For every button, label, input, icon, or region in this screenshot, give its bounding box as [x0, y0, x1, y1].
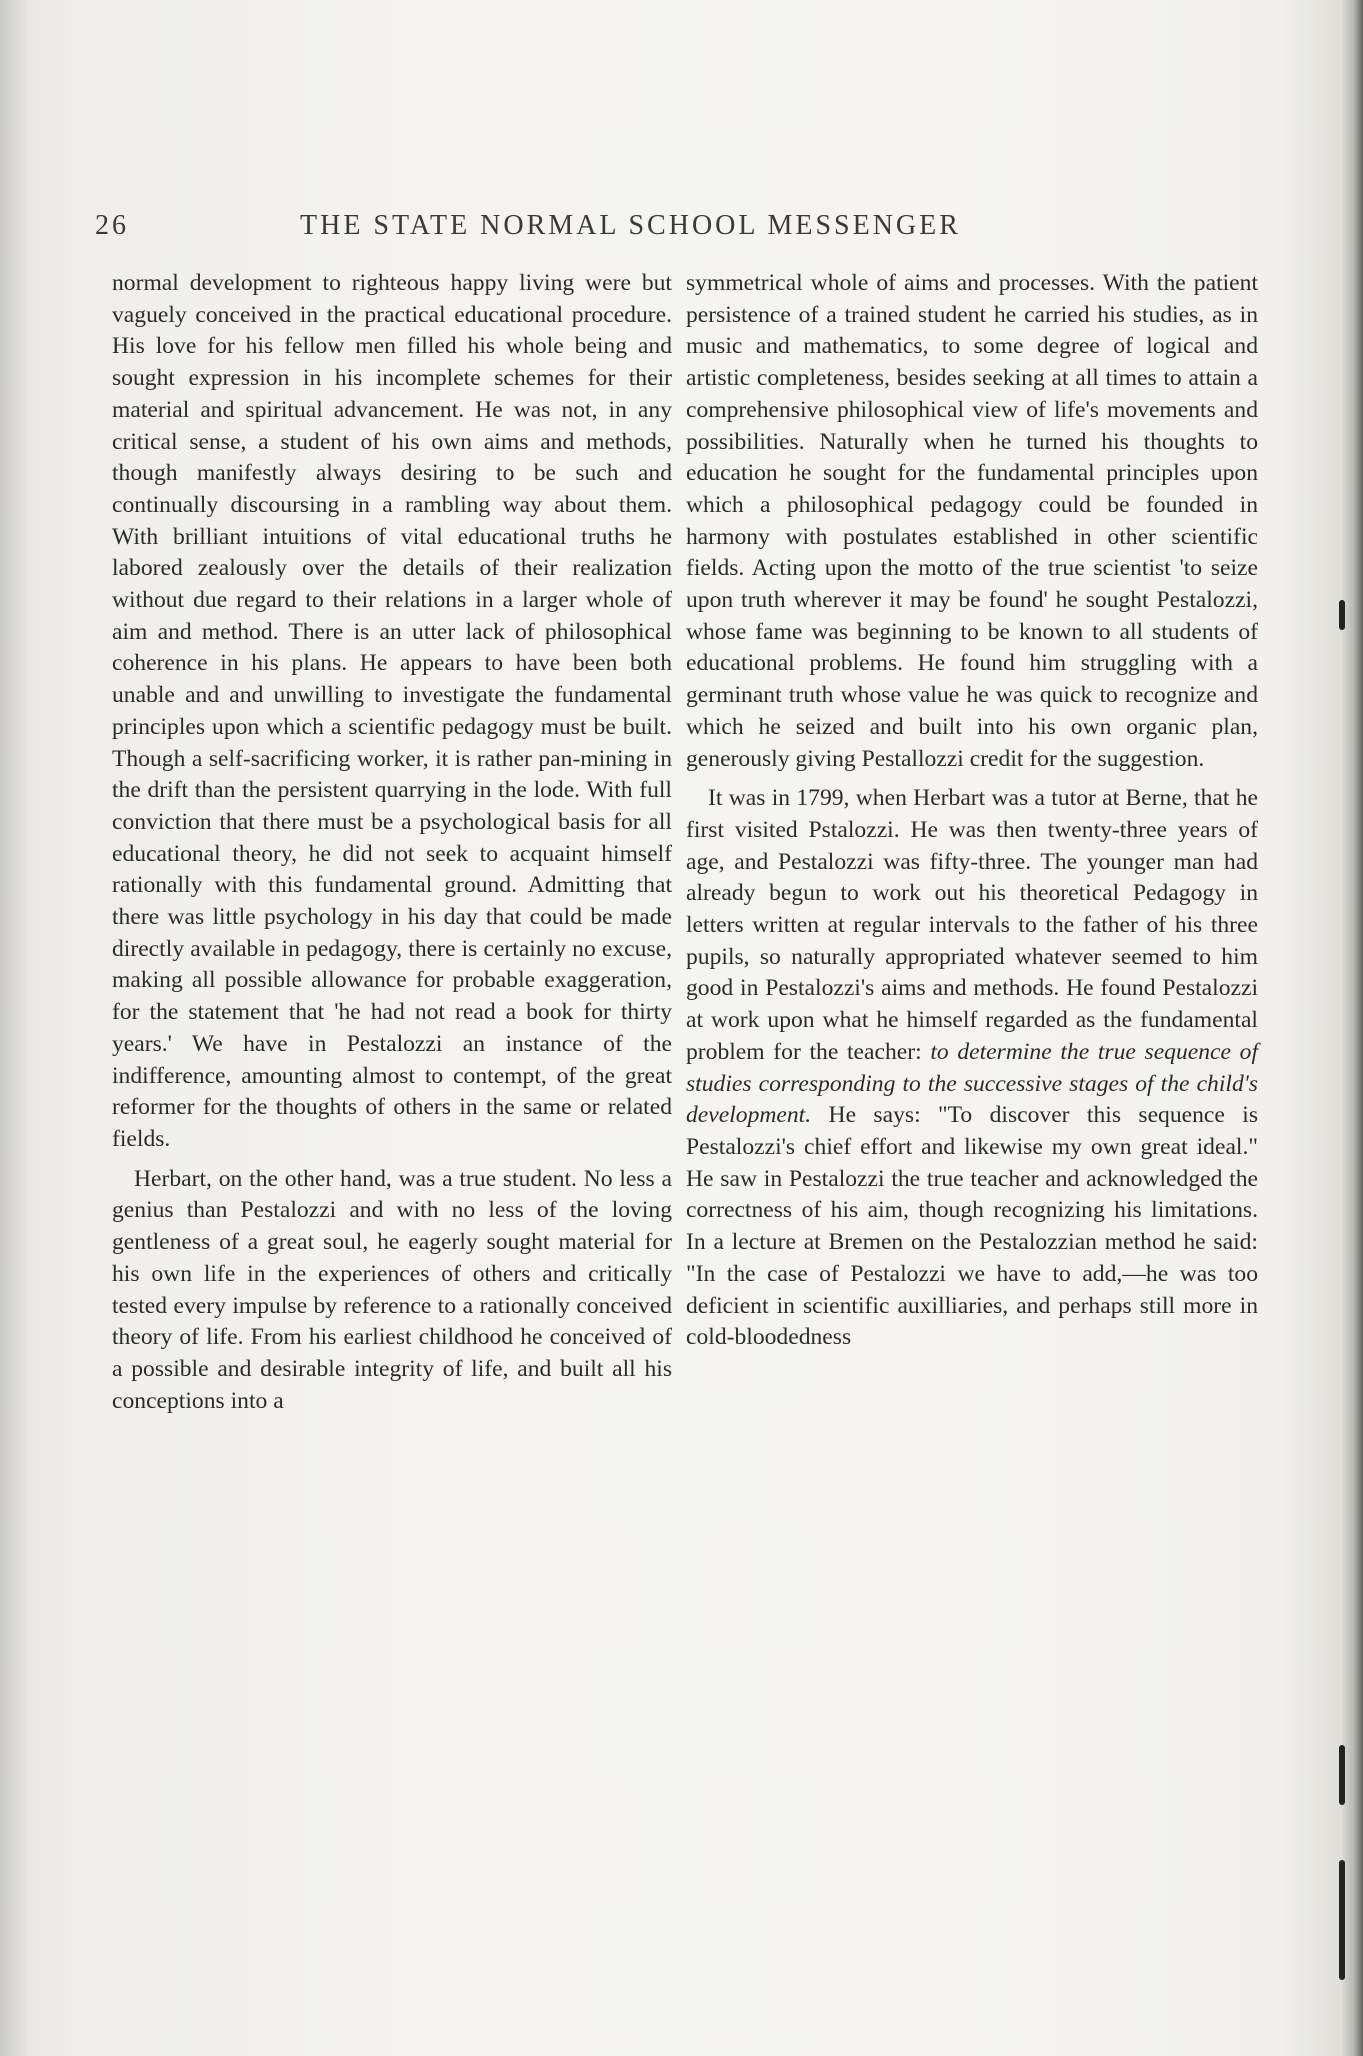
right-column — [686, 268, 1258, 1354]
right-paragraph-1: symmetrical whole of aims and processes. With the patient persistence of a trained student he carried his studies, as in music and mathematics, to some degree of logical and artistic completeness, besides seeking at all times to attain a comprehensive philosophical view of life's movements and possibilities. Naturally when he turned his thoughts to education he sought for the fundamental principles upon which a philosophical pedagogy could be founded in harmony with postulates established in other scientific fields. Acting upon the motto of the true scientist 'to seize upon truth wherever it may be found' he sought Pestalozzi, whose fame was beginning to be known to all students of educational problems. He found him struggling with a germinant truth whose value he was quick to recognize and which he seized and built into his own organic plan, generously giving Pestallozzi credit for the suggestion. — [686, 270, 1258, 772]
left-paragraph-1: normal development to righteous happy living were but vaguely conceived in the practical educational procedure. His love for his fellow men filled his whole being and sought expression in his incomplete schemes for their material and spiritual advancement. He was not, in any critical sense, a student of his own aims and methods, though manifestly always desiring to be such and continually discoursing in a rambling way about them. With brilliant intuitions of vital educational truths he labored zealously over the details of their realization without due regard to their relations in a larger whole of aim and method. There is an utter lack of philosophical coherence in his plans. He appears to have been both unable and and unwilling to investigate the fundamental principles upon which a scientific pedagogy must be built. Though a self-sacrificing worker, it is rather pan-mining in the drift than the persistent quarrying in the lode. With full conviction that there must be a psychological basis for all educational theory, he did not seek to acquaint himself rationally with this fundamental ground. Admitting that there was little psychology in his day that could be made directly available in pedagogy, there is certainly no excuse, making all possible allowance for probable exaggeration, for the statement that 'he had not read a book for thirty years.' We have in Pestalozzi an instance of the indifference, amounting almost to contempt, of the great reformer for the thoughts of others in the same or related fields. — [112, 270, 672, 1152]
scan-mark — [1339, 600, 1345, 630]
scan-mark — [1339, 1745, 1345, 1805]
right-paragraph-2-text: It was in 1799, when Herbart was a tutor at Berne, that he first visited Pstalozzi. He was then twenty-three years of age, and Pestalozzi was fifty-three. The younger man had already begun to work out his theoretical Pedagogy in letters written at regular intervals to the father of his three pupils, so naturally appropriated whatever seemed to him good in Pestalozzi's aims and methods. He found Pestalozzi at work upon what he himself regarded as the fundamental problem for the teacher: — [686, 785, 1258, 1065]
right-paragraph-2-italic: to determine the true sequence of studies corresponding to the successive stages of the child's development. — [686, 1038, 1259, 1129]
page-number: 26 — [95, 210, 129, 241]
right-paragraph-2-continued: He says: "To discover this sequence is Pestalozzi's chief effort and likewise my own great ideal." He saw in Pestalozzi the true teacher and acknowledged the correctness of his aim, though recognizing his limitations. In a lecture at Bremen on the Pestalozzian method he said: "In the case of Pestalozzi we have to add,—he was too deficient in scientific auxilliaries, and perhaps still more in cold-bloodedness — [686, 1102, 1258, 1351]
page-left-shadow — [0, 0, 30, 2056]
left-column — [112, 268, 672, 1417]
left-paragraph-2: Herbart, on the other hand, was a true student. No less a genius than Pestalozzi and with no less of the loving gentleness of a great soul, he eagerly sought material for his own life in the experiences of others and critically tested every impulse by reference to a rationally conceived theory of life. From his earliest childhood he conceived of a possible and desirable integrity of life, and built all his conceptions into a — [112, 1165, 672, 1414]
right-paragraph-2 — [686, 783, 1258, 1354]
running-title: THE STATE NORMAL SCHOOL MESSENGER — [300, 210, 961, 241]
page-header — [95, 210, 1260, 246]
scan-mark — [1339, 1860, 1345, 1980]
